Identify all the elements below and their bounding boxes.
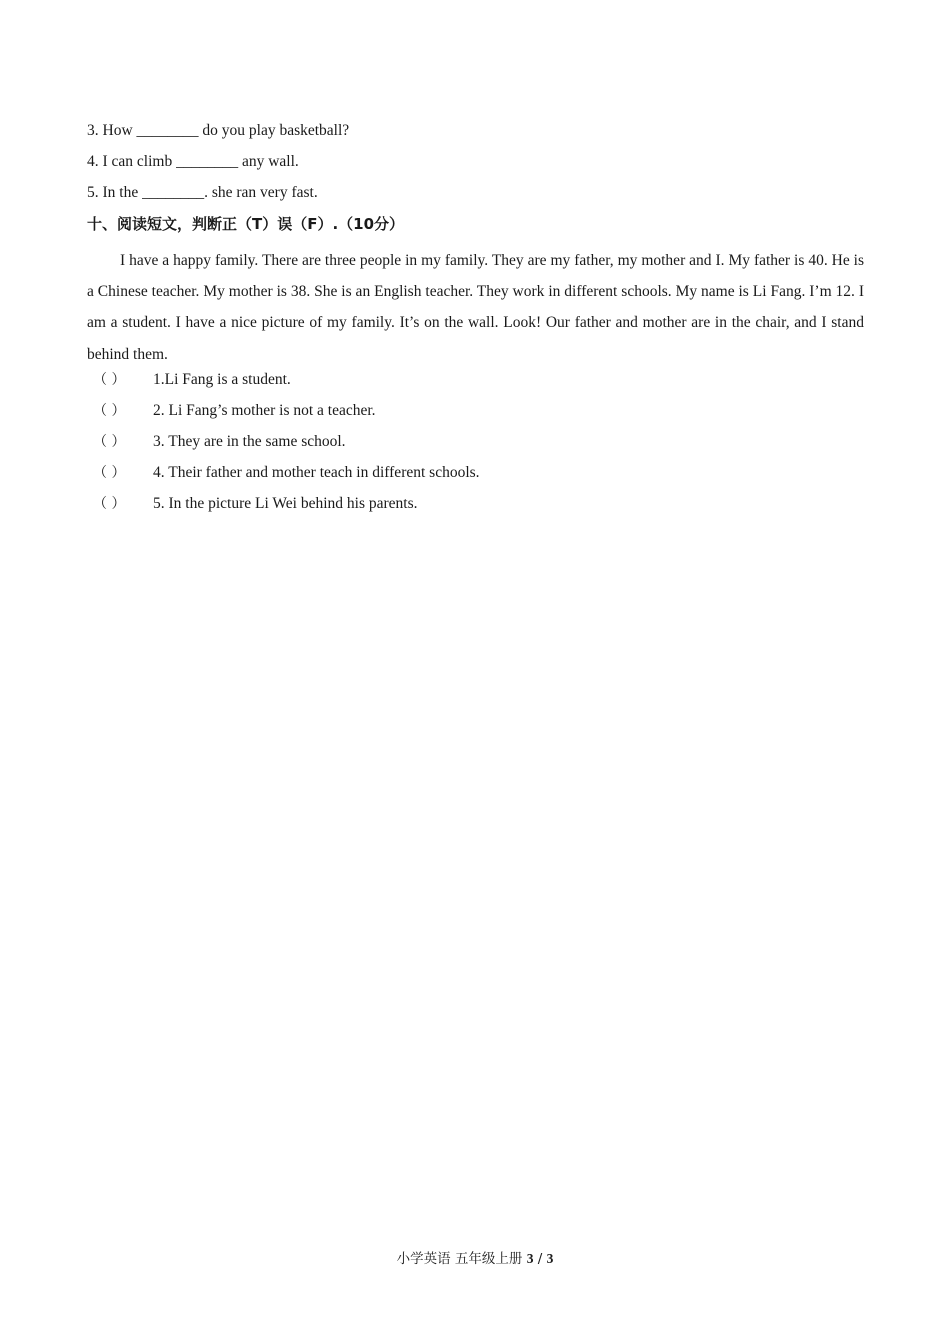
question-text: 1.Li Fang is a student. bbox=[153, 371, 291, 388]
tf-question-5 bbox=[93, 494, 417, 514]
page-total: 3 bbox=[546, 1251, 554, 1266]
fill-in-item-5: 5. In the ________. she ran very fast. bbox=[87, 184, 318, 201]
fill-in-item-4: 4. I can climb ________ any wall. bbox=[87, 153, 299, 170]
answer-blank[interactable]: （ ） bbox=[93, 372, 126, 388]
question-text: 5. In the picture Li Wei behind his parents. bbox=[153, 495, 418, 512]
answer-blank[interactable]: （ ） bbox=[93, 465, 126, 481]
page-footer bbox=[0, 1247, 950, 1267]
tf-question-4 bbox=[93, 463, 480, 483]
question-text: 2. Li Fang’s mother is not a teacher. bbox=[153, 402, 376, 419]
section-ten-heading: 十、阅读短文，判断正（T）误（F）.（10分） bbox=[87, 215, 405, 233]
fill-in-item-3: 3. How ________ do you play basketball? bbox=[87, 122, 350, 139]
tf-question-3 bbox=[93, 432, 346, 452]
answer-blank[interactable]: （ ） bbox=[93, 496, 126, 512]
tf-question-2 bbox=[93, 401, 376, 421]
tf-question-1 bbox=[93, 370, 291, 390]
reading-passage: I have a happy family. There are three people in my family. They are my father, my mother and I. My father is 40. He is a Chinese teacher. My mother is 38. She is an English teacher. They work in different schools. My name is Li Fang. I’m 12. I am a student. I have a nice picture of my family. It’s on the wall. Look! Our father and mother are in the chair, and I stand behind them. bbox=[87, 252, 864, 363]
question-text: 4. Their father and mother teach in different schools. bbox=[153, 464, 480, 481]
question-text: 3. They are in the same school. bbox=[153, 433, 346, 450]
footer-subject: 小学英语 五年级上册 bbox=[396, 1251, 523, 1267]
page-separator: / bbox=[537, 1251, 543, 1267]
answer-blank[interactable]: （ ） bbox=[93, 434, 126, 450]
page-number: 3 bbox=[526, 1251, 534, 1266]
answer-blank[interactable]: （ ） bbox=[93, 403, 126, 419]
